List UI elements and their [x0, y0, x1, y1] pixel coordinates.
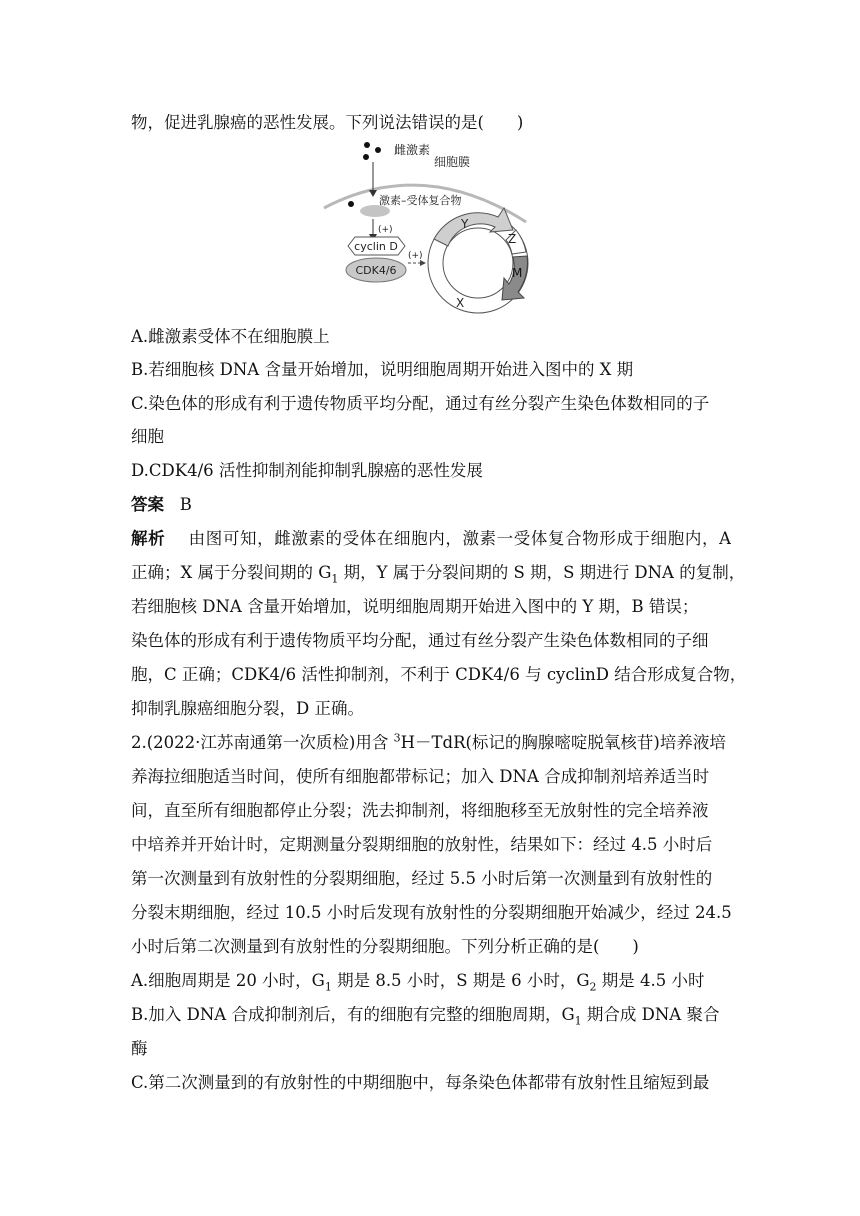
complex-label: 激素–受体复合物	[379, 194, 462, 207]
cyclin-d-label: cyclin D	[354, 240, 398, 253]
q2-option-b-line1	[131, 1004, 731, 1026]
q1-stem-tail: 物，促进乳腺癌的恶性发展。下列说法错误的是( )	[131, 113, 524, 132]
q2-option-c-line1: C.第二次测量到的有放射性的中期细胞中，每条染色体都带有放射性且缩短到最	[131, 1073, 710, 1092]
q2-text: H－TdR(标记的胸腺嘧啶脱氧核苷)培养液培	[400, 733, 726, 752]
subscript: 1	[574, 1014, 582, 1028]
q1-answer	[131, 494, 731, 516]
answer-value: B	[179, 495, 192, 514]
q1-analysis-line6: 抑制乳腺癌细胞分裂，D 正确。	[131, 699, 364, 718]
membrane-label: 细胞膜	[434, 155, 471, 169]
cycle-inner	[443, 228, 513, 298]
q1-analysis-line3: 若细胞核 DNA 含量开始增加，说明细胞周期开始进入图中的 Y 期，B 错误；	[131, 597, 699, 616]
q2-stem-line5: 第一次测量到有放射性的分裂期细胞，经过 5.5 小时后第一次测量到有放射性的	[131, 869, 713, 888]
q2-stem-line4: 中培养并开始计时，定期测量分裂期细胞的放射性，结果如下：经过 4.5 小时后	[131, 835, 713, 854]
analysis-text: 期，Y 属于分裂间期的 S 期，S 期进行 DNA 的复制，	[338, 563, 746, 582]
analysis-text: 正确；X 属于分裂间期的 G	[131, 563, 332, 582]
q1-option-c-line2: 细胞	[131, 427, 164, 446]
q2-option-b-line2: 酶	[131, 1039, 148, 1058]
q1-analysis-line5: 胞，C 正确；CDK4/6 活性抑制剂，不利于 CDK4/6 与 cyclinD 结合形成复合物，	[131, 665, 747, 684]
subscript: 2	[589, 980, 597, 994]
q2-text: B.加入 DNA 合成抑制剂后，有的细胞有完整的细胞周期，G	[131, 1005, 575, 1024]
estrogen-dot	[363, 154, 369, 160]
answer-label: 答案	[131, 495, 164, 514]
phase-y-label: Y	[461, 217, 469, 231]
plus-label: (+)	[378, 225, 393, 235]
q2-text: 期合成 DNA 聚合	[581, 1005, 720, 1024]
q1-option-d: D.CDK4/6 活性抑制剂能抑制乳腺癌的恶性发展	[131, 461, 483, 480]
q1-option-a: A.雌激素受体不在细胞膜上	[131, 327, 330, 346]
estrogen-dot	[364, 142, 370, 148]
estrogen-dot	[375, 147, 381, 153]
estrogen-label: 雌激素	[394, 143, 431, 157]
cdk-label: CDK4/6	[355, 264, 397, 277]
q2-text: 期是 8.5 小时，S 期是 6 小时，G	[331, 971, 590, 990]
superscript: 3	[393, 731, 401, 745]
q1-analysis-line2	[131, 562, 746, 586]
q2-stem-line2: 养海拉细胞适当时间，使所有细胞都带标记；加入 DNA 合成抑制剂培养适当时	[131, 767, 710, 786]
q1-option-c-line1: C.染色体的形成有利于遗传物质平均分配，通过有丝分裂产生染色体数相同的子	[131, 394, 710, 413]
q1-option-b: B.若细胞核 DNA 含量开始增加，说明细胞周期开始进入图中的 X 期	[131, 360, 634, 379]
q2-text: 期是 4.5 小时	[596, 971, 705, 990]
q2-text: 2.(2022·江苏南通第一次质检)用含	[131, 733, 394, 752]
q2-text: A.细胞周期是 20 小时，G	[131, 971, 325, 990]
cell-cycle-diagram	[318, 136, 538, 320]
q2-stem-line1	[131, 732, 731, 754]
phase-z-label: Z	[508, 232, 517, 246]
q1-analysis-line4: 染色体的形成有利于遗传物质平均分配，通过有丝分裂产生染色体数相同的子细	[131, 631, 709, 650]
subscript: 1	[324, 980, 332, 994]
q2-stem-line7: 小时后第二次测量到有放射性的分裂期细胞。下列分析正确的是( )	[131, 937, 639, 956]
plus-label-2: (+)	[408, 251, 423, 261]
q2-stem-line3: 间，直至所有细胞都停止分裂；洗去抑制剂，将细胞移至无放射性的完全培养液	[131, 801, 709, 820]
q2-stem-line6: 分裂末期细胞，经过 10.5 小时后发现有放射性的分裂期细胞开始减少，经过 24.5	[131, 903, 732, 922]
analysis-text: 由图可知，雌激素的受体在细胞内，激素一受体复合物形成于细胞内，A	[188, 529, 731, 548]
complex-dot	[348, 201, 354, 207]
analysis-label: 解析	[131, 529, 166, 548]
phase-y-band	[434, 208, 513, 246]
phase-m-label: M	[512, 266, 523, 280]
q2-option-a	[131, 970, 731, 992]
subscript: 1	[331, 572, 339, 586]
q1-analysis-line1	[131, 528, 731, 550]
phase-x-label: X	[456, 296, 465, 310]
